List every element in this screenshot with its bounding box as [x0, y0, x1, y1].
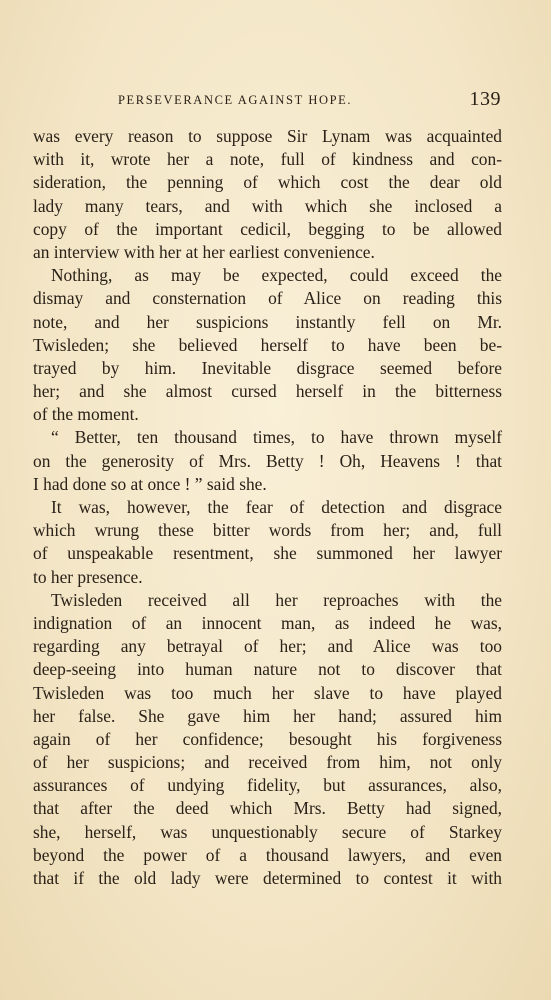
text-line: that after the deed which Mrs. Betty had signed, — [33, 798, 502, 819]
text-line: assurances of undying fidelity, but assurances, also, — [33, 775, 502, 796]
body-text — [33, 125, 502, 890]
page-number: 139 — [469, 88, 501, 110]
text-line: an interview with her at her earliest convenience. — [33, 241, 375, 262]
text-line: Twisleden; she believed herself to have been be- — [33, 334, 502, 355]
text-line: lady many tears, and with which she inclosed a — [33, 195, 502, 216]
text-line: regarding any betrayal of her; and Alice was too — [33, 636, 502, 657]
text-line: that if the old lady were determined to contest it with — [33, 868, 502, 888]
text-line: copy of the important cedicil, begging to be allowed — [33, 218, 502, 239]
text-line: on the generosity of Mrs. Betty ! Oh, Heavens ! that — [33, 450, 502, 471]
text-line: I had done so at once ! ” said she. — [33, 473, 267, 494]
text-line: trayed by him. Inevitable disgrace seemed before — [33, 357, 502, 378]
page-header — [0, 88, 551, 118]
text-line: of unspeakable resentment, she summoned her lawyer — [33, 543, 502, 564]
text-line: her; and she almost cursed herself in the bitterness — [33, 381, 502, 402]
text-line: of her suspicions; and received from him, not only — [33, 752, 502, 773]
text-line: her false. She gave him her hand; assured him — [33, 705, 502, 726]
text-line: dismay and consternation of Alice on reading this — [33, 288, 502, 309]
text-line: beyond the power of a thousand lawyers, and even — [33, 844, 502, 865]
text-line: deep-seeing into human nature not to discover that — [33, 659, 502, 680]
text-line: Nothing, as may be expected, could exceed the — [51, 265, 502, 286]
text-line: “ Better, ten thousand times, to have thrown myself — [51, 427, 502, 448]
text-line: It was, however, the fear of detection and disgrace — [51, 497, 502, 517]
text-line: sideration, the penning of which cost the dear old — [33, 172, 502, 193]
text-line: she, herself, was unquestionably secure of Starkey — [33, 821, 502, 842]
text-line: was every reason to suppose Sir Lynam was acquainted — [33, 126, 502, 146]
text-line: of the moment. — [33, 404, 139, 425]
running-title: PERSEVERANCE AGAINST HOPE. — [118, 93, 353, 107]
text-line: note, and her suspicions instantly fell on Mr. — [33, 311, 502, 332]
text-line: which wrung these bitter words from her; and, full — [33, 520, 502, 541]
text-line: with it, wrote her a note, full of kindness and con- — [33, 149, 502, 170]
text-line: indignation of an innocent man, as indeed he was, — [33, 612, 502, 633]
text-line: Twisleden received all her reproaches with the — [51, 589, 502, 610]
text-line: again of her confidence; besought his forgiveness — [33, 728, 502, 749]
text-line: Twisleden was too much her slave to have played — [33, 682, 502, 703]
text-line: to her presence. — [33, 566, 143, 587]
